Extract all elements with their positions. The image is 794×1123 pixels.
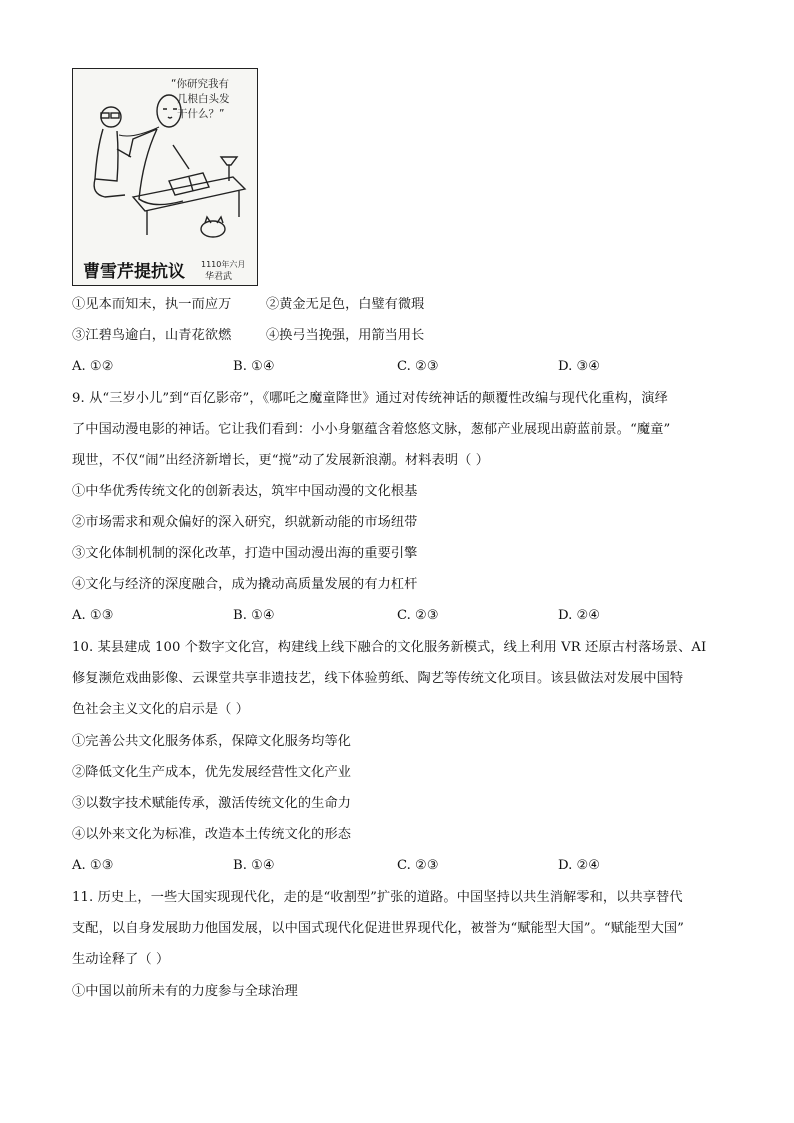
left-figure-body — [95, 129, 118, 181]
q9-option-b[interactable]: B. ①④ — [233, 608, 275, 623]
q11-statement-1: ①中国以前所未有的力度参与全球治理 — [72, 984, 298, 999]
q9-stem-line-2: 了中国动漫电影的神话。它让我们看到：小小身躯蕴含着悠悠文脉，葱郁产业展现出蔚蓝前景。“魔童” — [72, 422, 671, 437]
q8-statement-2: ②黄金无足色，白璧有微瑕 — [266, 297, 425, 312]
cartoon-drawing — [73, 69, 259, 287]
q10-stem-line-3: 色社会主义文化的启示是（ ） — [72, 702, 250, 717]
speech-line-3: 干什么？” — [177, 108, 225, 120]
lamp-icon — [221, 157, 237, 165]
q9-statement-4: ④文化与经济的深度融合，成为撬动高质量发展的有力杠杆 — [72, 577, 418, 592]
q10-option-c[interactable]: C. ②③ — [397, 858, 439, 873]
cat-icon — [201, 221, 225, 237]
q8-option-c[interactable]: C. ②③ — [397, 359, 439, 374]
q10-stem-line-2: 修复濒危戏曲影像、云课堂共享非遗技艺，线下体验剪纸、陶艺等传统文化项目。该县做法对发展中国特 — [72, 671, 684, 686]
speech-line-1: “你研究我有 — [171, 78, 229, 90]
q10-statement-3: ③以数字技术赋能传承，激活传统文化的生命力 — [72, 796, 352, 811]
q11-stem-line-3: 生动诠释了（ ） — [72, 952, 170, 967]
q8-option-a[interactable]: A. ①② — [72, 359, 114, 374]
cartoon-illustration — [72, 68, 258, 286]
q10-statement-2: ②降低文化生产成本，优先发展经营性文化产业 — [72, 765, 352, 780]
q10-option-b[interactable]: B. ①④ — [233, 858, 275, 873]
q9-stem-line-1: 9. 从“三岁小儿”到“百亿影帝”，《哪吒之魔童降世》通过对传统神话的颠覆性改编与现代化重构，演绎 — [72, 391, 668, 406]
q10-stem-line-1: 10. 某县建成 100 个数字文化宫，构建线上线下融合的文化服务新模式，线上利用 VR 还原古村落场景、AI — [72, 640, 707, 655]
cartoon-signature-date: 1110年六月 — [201, 260, 246, 269]
q9-option-c[interactable]: C. ②③ — [397, 608, 439, 623]
q9-stem-line-3: 现世，不仅“闹”出经济新增长，更“搅”动了发展新浪潮。材料表明（ ） — [72, 453, 489, 468]
q10-statement-4: ④以外来文化为标准，改造本土传统文化的形态 — [72, 827, 352, 842]
cartoon-signature-name: 华君武 — [205, 272, 233, 282]
q9-statement-1: ①中华优秀传统文化的创新表达，筑牢中国动漫的文化根基 — [72, 484, 418, 499]
q9-option-d[interactable]: D. ②④ — [558, 608, 601, 623]
open-book — [169, 173, 209, 195]
cartoon-caption: 曹雪芹提抗议 — [83, 262, 185, 282]
q8-statement-3: ③江碧鸟逾白，山青花欲燃 — [72, 328, 232, 343]
q9-option-a[interactable]: A. ①③ — [72, 608, 114, 623]
q9-statement-3: ③文化体制机制的深化改革，打造中国动漫出海的重要引擎 — [72, 546, 418, 561]
q9-statement-2: ②市场需求和观众偏好的深入研究，织就新动能的市场纽带 — [72, 515, 418, 530]
q10-option-d[interactable]: D. ②④ — [558, 858, 601, 873]
q11-stem-line-2: 支配，以自身发展助力他国发展，以中国式现代化促进世界现代化，被誉为“赋能型大国”。“赋能型大国” — [72, 921, 685, 936]
q8-option-d[interactable]: D. ③④ — [558, 359, 601, 374]
q8-statement-4: ④换弓当挽强，用箭当用长 — [266, 328, 425, 343]
speech-line-2: 几根白头发 — [177, 93, 230, 105]
table — [133, 177, 245, 211]
q11-stem-line-1: 11. 历史上，一些大国实现现代化，走的是“收割型”扩张的道路。中国坚持以共生消解零和，以共享替代 — [72, 890, 683, 905]
right-figure-body — [139, 129, 183, 205]
q10-statement-1: ①完善公共文化服务体系，保障文化服务均等化 — [72, 734, 352, 749]
q8-statement-1: ①见本而知末，执一而应万 — [72, 297, 232, 312]
q8-option-b[interactable]: B. ①④ — [233, 359, 275, 374]
q10-option-a[interactable]: A. ①③ — [72, 858, 114, 873]
